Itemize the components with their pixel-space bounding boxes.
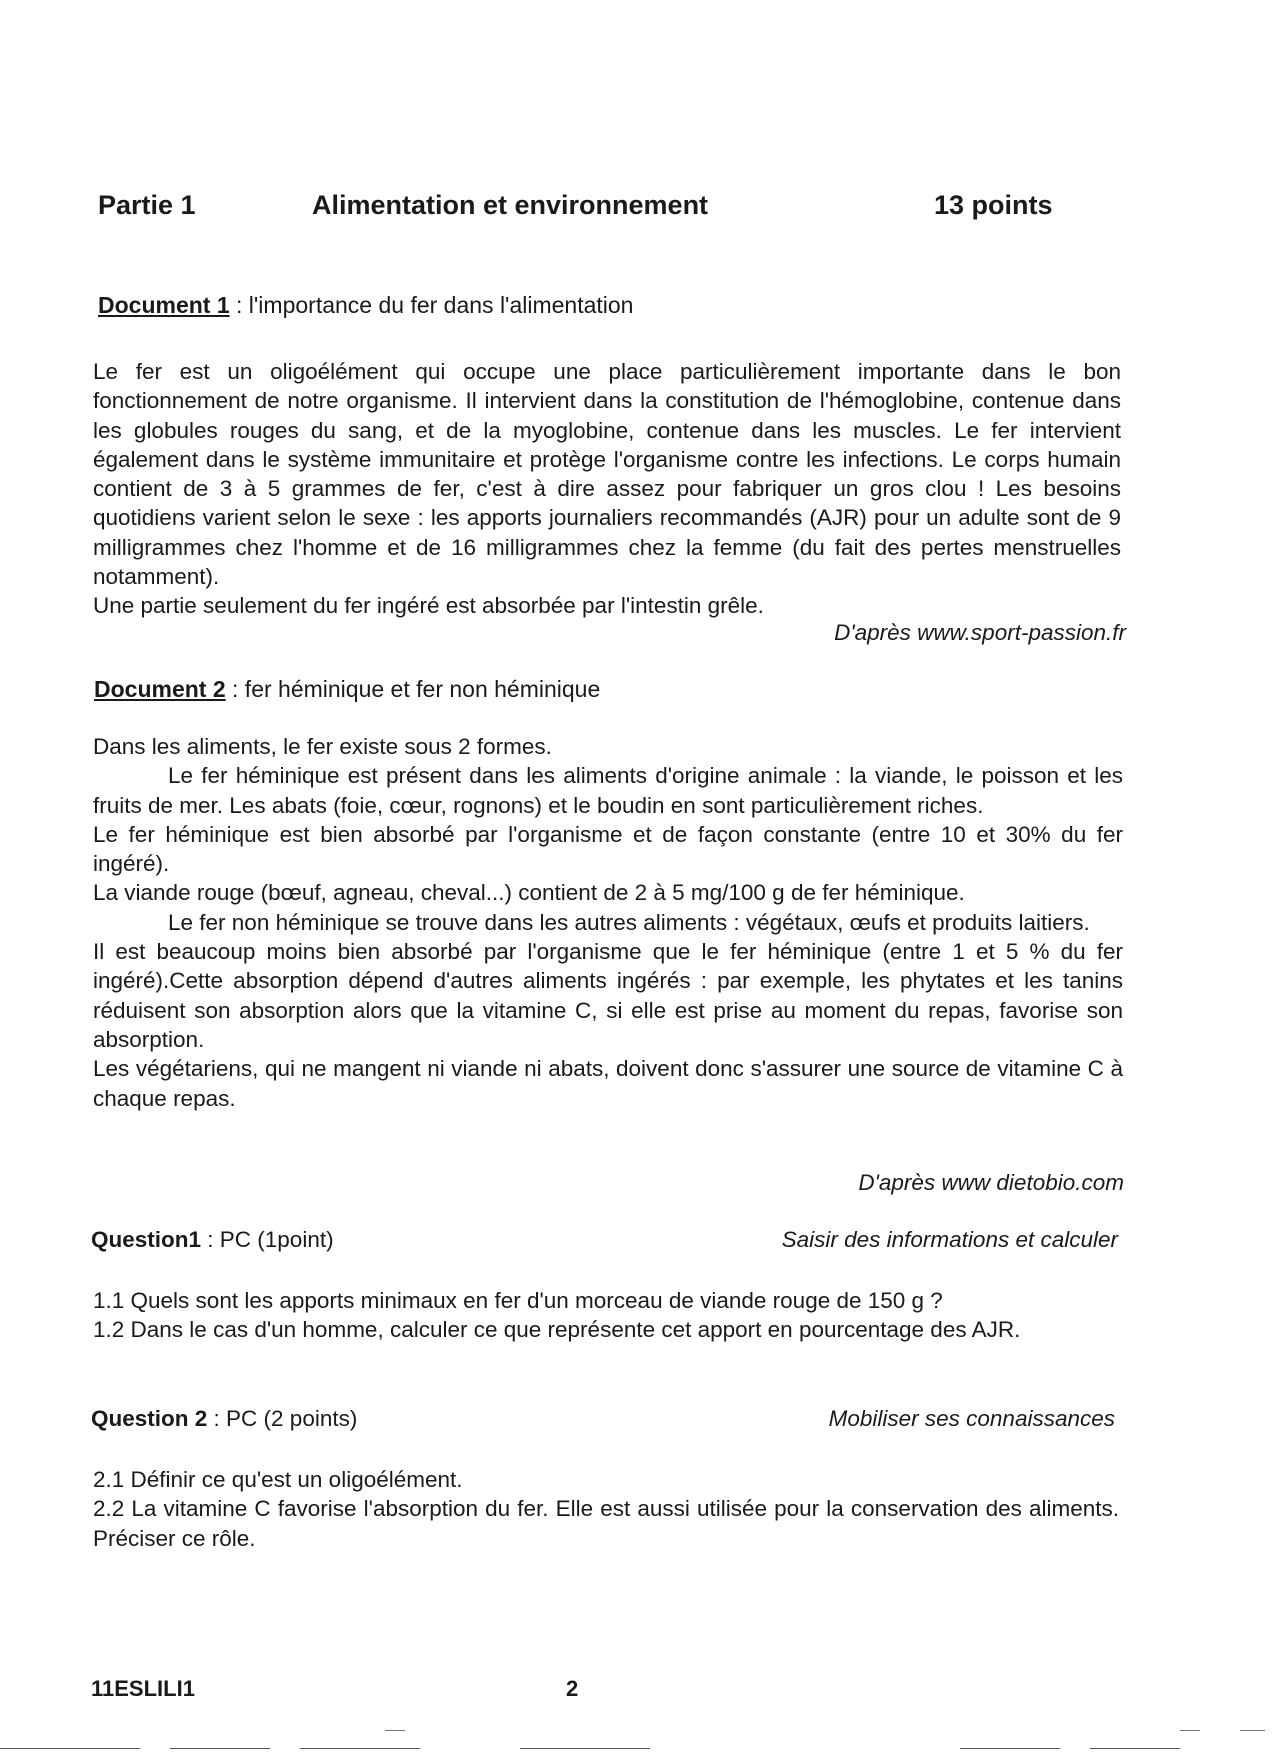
document2-heading bbox=[94, 676, 600, 703]
question1-item-2: 1.2 Dans le cas d'un homme, calculer ce que représente cet apport en pourcentage des AJR. bbox=[93, 1317, 1021, 1343]
question1-heading bbox=[91, 1227, 334, 1253]
scan-rule bbox=[300, 1748, 420, 1749]
part-points: 13 points bbox=[934, 190, 1053, 220]
footer-page-number: 2 bbox=[566, 1676, 579, 1701]
scan-rule bbox=[1180, 1730, 1200, 1731]
part-number: Partie 1 bbox=[98, 190, 196, 220]
document2-body bbox=[93, 732, 1123, 1113]
document2-nonheme-2: Il est beaucoup moins bien absorbé par l'organisme que le fer héminique (entre 1 et 5 % du fer ingéré).Cette absorption dépend d'autres aliments ingérés : par exemple, les phytates et les tanins réduisent son absorption alors que la vitamine C, si elle est prise au moment du repas, favorise son absorption. bbox=[93, 939, 1123, 1052]
question1-skill: Saisir des informations et calculer bbox=[781, 1227, 1118, 1252]
question1-item-1: 1.1 Quels sont les apports minimaux en fer d'un morceau de viande rouge de 150 g ? bbox=[93, 1288, 943, 1313]
question2-label: Question 2 bbox=[91, 1406, 208, 1431]
document1-body bbox=[93, 357, 1121, 621]
question1-items bbox=[93, 1286, 1121, 1345]
document2-nonheme-1: Le fer non héminique se trouve dans les autres aliments : végétaux, œufs et produits laitiers. bbox=[168, 909, 1090, 935]
scan-rule bbox=[960, 1748, 1060, 1749]
document1-heading bbox=[98, 292, 633, 319]
question2-item-1: 2.1 Définir ce qu'est un oligoélément. bbox=[93, 1467, 463, 1492]
document2-intro: Dans les aliments, le fer existe sous 2 formes. bbox=[93, 734, 552, 759]
question2-item-2: 2.2 La vitamine C favorise l'absorption du fer. Elle est aussi utilisée pour la conservation des aliments. Préciser ce rôle. bbox=[93, 1496, 1119, 1551]
document2-label: Document 2 bbox=[94, 676, 226, 702]
question2-skill: Mobiliser ses connaissances bbox=[828, 1406, 1115, 1431]
document1-paragraph: Le fer est un oligoélément qui occupe une place particulièrement importante dans le bon fonctionnement de notre organisme. Il intervient dans la constitution de l'hémoglobine, contenue dans les globules rouges du sang, et de la myoglobine, contenue dans les muscles. Le fer intervient également dans le système immunitaire et protège l'organisme contre les infections. Le corps humain contient de 3 à 5 grammes de fer, c'est à dire assez pour fabriquer un gros clou ! Les besoins quotidiens varient selon le sexe : les apports journaliers recommandés (AJR) pour un adulte sont de 9 milligrammes chez l'homme et de 16 milligrammes chez la femme (du fait des pertes menstruelles notamment). bbox=[93, 359, 1121, 590]
document2-vegetarians: Les végétariens, qui ne mangent ni viande ni abats, doivent donc s'assurer une source de vitamine C à chaque repas. bbox=[93, 1056, 1123, 1111]
document2-heme-3: La viande rouge (bœuf, agneau, cheval...) contient de 2 à 5 mg/100 g de fer héminique. bbox=[93, 880, 965, 906]
document1-paragraph-end: Une partie seulement du fer ingéré est absorbée par l'intestin grêle. bbox=[93, 593, 764, 619]
scan-rule bbox=[1240, 1730, 1265, 1731]
footer-code: 11ESLILI1 bbox=[91, 1676, 195, 1701]
document2-source: D'après www dietobio.com bbox=[858, 1170, 1124, 1195]
question2-meta: : PC (2 points) bbox=[207, 1406, 358, 1431]
scan-rule bbox=[385, 1730, 405, 1731]
document2-heme-2: Le fer héminique est bien absorbé par l'organisme et de façon constante (entre 10 et 30% du fer ingéré). bbox=[93, 821, 1123, 877]
document1-source: D'après www.sport-passion.fr bbox=[834, 620, 1126, 645]
document1-title: : l'importance du fer dans l'alimentation bbox=[229, 292, 634, 318]
scan-rule bbox=[1090, 1748, 1180, 1749]
scan-rule bbox=[170, 1748, 270, 1749]
question1-label: Question1 bbox=[91, 1227, 202, 1252]
document2-heme-1: Le fer héminique est présent dans les aliments d'origine animale : la viande, le poisson et les fruits de mer. Les abats (foie, cœur, rognons) et le boudin en sont particulièrement riches. bbox=[93, 763, 1123, 818]
scan-rule bbox=[0, 1748, 140, 1749]
question2-items bbox=[93, 1465, 1119, 1553]
question2-heading bbox=[91, 1406, 357, 1432]
document2-title: : fer héminique et fer non héminique bbox=[225, 676, 601, 702]
part-title: Alimentation et environnement bbox=[312, 190, 709, 220]
scan-rule bbox=[520, 1748, 650, 1749]
question1-meta: : PC (1point) bbox=[201, 1227, 334, 1252]
document1-label: Document 1 bbox=[98, 292, 230, 318]
